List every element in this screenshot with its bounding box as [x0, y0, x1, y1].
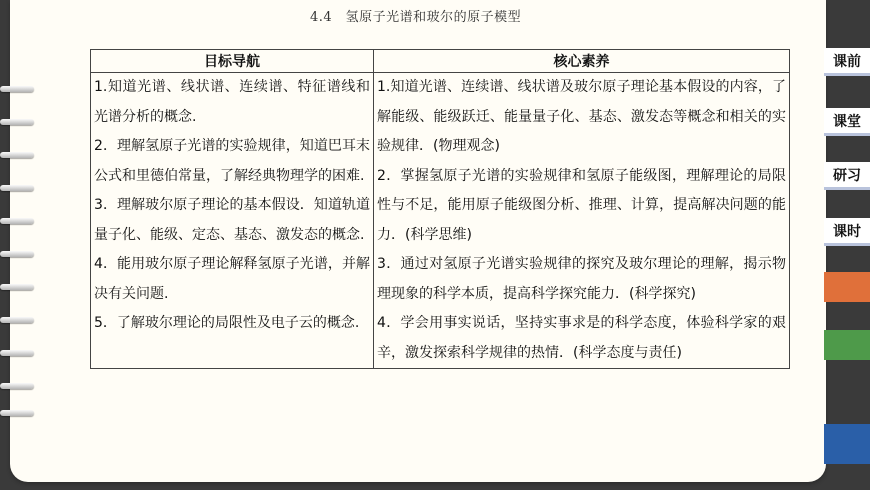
tab-label: 课堂	[833, 114, 861, 130]
binder-ring	[0, 284, 34, 290]
table-header-row	[91, 50, 790, 73]
literacy-item: 4．学会用事实说话，坚持实事求是的科学态度，体验科学家的艰辛，激发探索科学规律的热情．(科学态度与责任)	[377, 315, 786, 361]
goal-item: 5．了解玻尔理论的局限性及电子云的概念.	[94, 315, 360, 331]
tab-lesson[interactable]	[824, 218, 870, 246]
binder-ring	[0, 251, 34, 257]
literacy-item: 1.知道光谱、连续谱、线状谱及玻尔原子理论基本假设的内容，了解能级、能级跃迁、能量量子化、基态、激发态等概念和相关的实验规律．(物理观念)	[377, 79, 786, 154]
tab-study[interactable]	[824, 162, 870, 190]
goals-cell	[91, 73, 374, 369]
binder-ring	[0, 119, 34, 125]
binder-ring	[0, 383, 34, 389]
tab-label: 课前	[833, 54, 861, 70]
binder-ring	[0, 317, 34, 323]
tab-orange-block[interactable]	[824, 272, 870, 302]
tab-label: 研习	[833, 168, 861, 184]
side-tab-bar	[824, 0, 870, 490]
binder-ring	[0, 218, 34, 224]
goal-item: 3．理解玻尔原子理论的基本假设．知道轨道量子化、能级、定态、基态、激发态的概念.	[94, 197, 370, 243]
binder-ring	[0, 185, 34, 191]
tab-green-block[interactable]	[824, 330, 870, 360]
binder-ring	[0, 410, 34, 416]
literacy-item: 3．通过对氢原子光谱实验规律的探究及玻尔理论的理解，揭示物理现象的科学本质，提高科学探究能力．(科学探究)	[377, 256, 786, 302]
binder-ring	[0, 350, 34, 356]
tab-pre-class[interactable]	[824, 48, 870, 76]
page-title: 4.4 氢原子光谱和玻尔的原子模型	[310, 10, 522, 25]
binder-ring	[0, 86, 34, 92]
goal-item: 2．理解氢原子光谱的实验规律，知道巴耳末公式和里德伯常量，了解经典物理学的困难.	[94, 138, 370, 184]
literacy-item: 2．掌握氢原子光谱的实验规律和氢原子能级图，理解理论的局限性与不足，能用原子能级图分析、推理、计算，提高解决问题的能力．(科学思维)	[377, 167, 786, 243]
column-header-goals: 目标导航	[91, 50, 374, 73]
tab-label: 课时	[833, 224, 861, 240]
column-header-literacy: 核心素养	[374, 50, 790, 73]
literacy-cell	[374, 73, 790, 369]
objectives-table	[90, 49, 790, 369]
goal-item: 1.知道光谱、线状谱、连续谱、特征谱线和光谱分析的概念.	[94, 79, 370, 125]
goal-item: 4．能用玻尔原子理论解释氢原子光谱，并解决有关问题.	[94, 256, 370, 302]
binder-ring	[0, 152, 34, 158]
table-row	[91, 73, 790, 369]
tab-in-class[interactable]	[824, 108, 870, 136]
tab-blue-block[interactable]	[824, 424, 870, 464]
